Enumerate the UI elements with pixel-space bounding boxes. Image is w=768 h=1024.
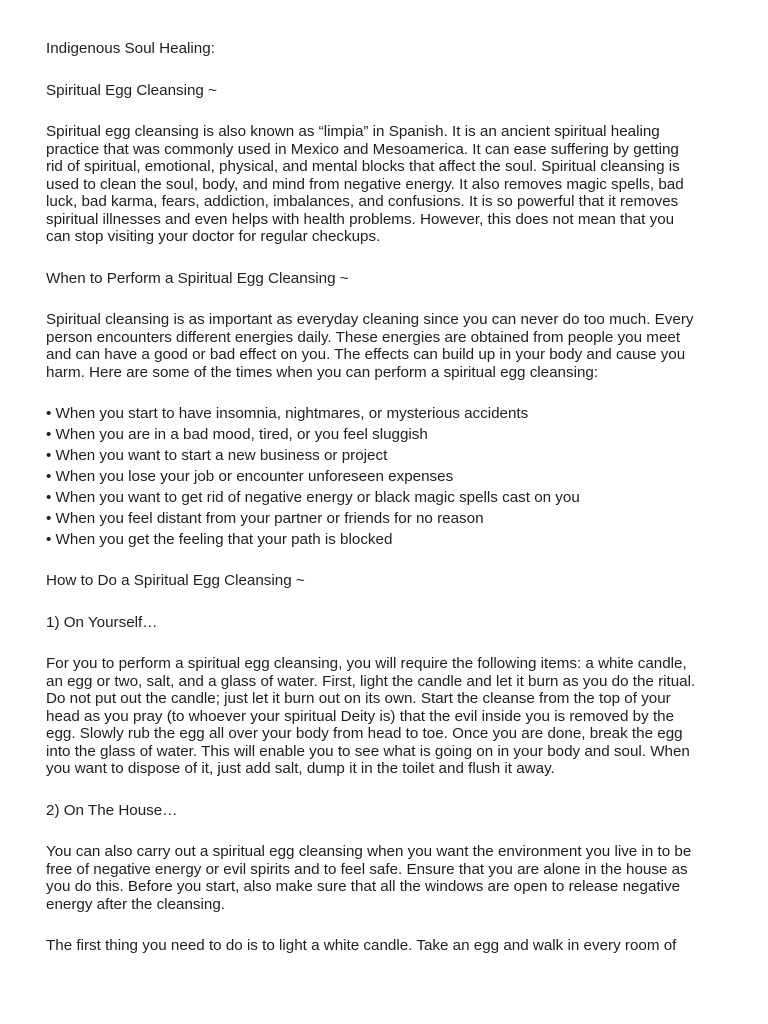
intro-paragraph [46, 123, 722, 246]
paragraph-line: rid of spiritual, emotional, physical, and mental blocks that affect the soul. Spiritual cleansing is [46, 158, 680, 175]
paragraph-line: For you to perform a spiritual egg cleansing, you will require the following items: a white candle, [46, 655, 687, 672]
paragraph-line: can stop visiting your doctor for regular checkups. [46, 228, 381, 245]
paragraph-line: head as you pray (to whoever your spiritual Deity is) that the evil inside you is removed by the [46, 707, 675, 725]
paragraph-line: harm. Here are some of the times when you can perform a spiritual egg cleansing: [46, 363, 599, 381]
paragraph-line: an egg or two, salt, and a glass of water. First, light the candle and let it burn as you do the ritual. [46, 672, 696, 690]
list-item: • When you feel distant from your partner or friends for no reason [46, 510, 484, 527]
paragraph-line: spiritual illnesses and even helps with health problems. However, this does not mean that you [46, 210, 675, 228]
subsection-title-on-yourself: 1) On Yourself… [46, 613, 158, 631]
paragraph-line: Do not put out the candle; just let it burn out on its own. Start the cleanse from the top of your [46, 690, 671, 707]
paragraph-line: energy after the cleansing. [46, 895, 225, 913]
list-item: • When you get the feeling that your path is blocked [46, 531, 393, 548]
bullet-list [46, 403, 722, 550]
list-item: • When you lose your job or encounter unforeseen expenses [46, 468, 454, 485]
paragraph-line: you do this. Before you start, also make sure that all the windows are open to release negative [46, 878, 681, 895]
subsection-title-on-the-house: 2) On The House… [46, 801, 178, 819]
paragraph-line: into the glass of water. This will enable you to see what is going on in your body and soul. When [46, 742, 690, 760]
paragraph-line: you want to dispose of it, just add salt, dump it in the toilet and flush it away. [46, 760, 555, 777]
list-item: • When you want to start a new business or project [46, 447, 388, 464]
paragraph-line: You can also carry out a spiritual egg cleansing when you want the environment you live in to be [46, 843, 692, 860]
final-paragraph-line: The first thing you need to do is to light a white candle. Take an egg and walk in every room of [46, 937, 677, 954]
list-item: • When you want to get rid of negative energy or black magic spells cast on you [46, 489, 580, 506]
paragraph-line: Spiritual cleansing is as important as everyday cleaning since you can never do too much. Every [46, 311, 694, 328]
paragraph-line: luck, bad karma, fears, addiction, imbalances, and confusions. It is so powerful that it removes [46, 193, 679, 210]
document-page [46, 40, 722, 955]
when-paragraph [46, 311, 722, 381]
list-item: • When you are in a bad mood, tired, or you feel sluggish [46, 426, 428, 443]
on-yourself-paragraph [46, 655, 722, 778]
section-title-how-to: How to Do a Spiritual Egg Cleansing ~ [46, 572, 305, 589]
section-title-spiritual-egg-cleansing: Spiritual Egg Cleansing ~ [46, 81, 217, 99]
on-the-house-paragraph [46, 843, 722, 913]
paragraph-line: and can have a good or bad effect on you. The effects can build up in your body and cause you [46, 346, 686, 363]
list-item: • When you start to have insomnia, nightmares, or mysterious accidents [46, 405, 529, 422]
section-title-when-to-perform: When to Perform a Spiritual Egg Cleansing ~ [46, 269, 349, 287]
paragraph-line: egg. Slowly rub the egg all over your body from head to toe. Once you are done, break the egg [46, 725, 683, 742]
document-heading: Indigenous Soul Healing: [46, 40, 215, 57]
paragraph-line: free of negative energy or evil spirits and to feel safe. Ensure that you are alone in the house as [46, 860, 688, 878]
paragraph-line: person encounters different energies daily. These energies are obtained from people you meet [46, 328, 681, 346]
paragraph-line: used to clean the soul, body, and mind from negative energy. It also removes magic spells, bad [46, 175, 684, 193]
paragraph-line: practice that was commonly used in Mexico and Mesoamerica. It can ease suffering by getting [46, 140, 679, 158]
paragraph-line: Spiritual egg cleansing is also known as “limpia” in Spanish. It is an ancient spiritual healing [46, 123, 660, 140]
